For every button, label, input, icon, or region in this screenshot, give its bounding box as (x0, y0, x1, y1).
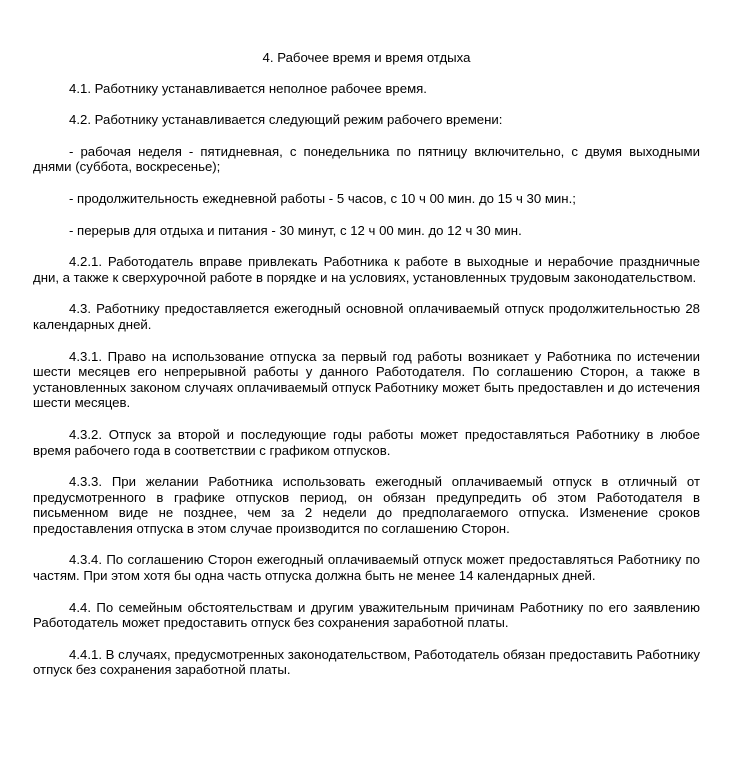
document-page (0, 50, 740, 758)
paragraph-work-duration: - продолжительность ежедневной работы - 5 часов, с 10 ч 00 мин. до 15 ч 30 мин.; (69, 190, 576, 206)
paragraph-4-3-2: 4.3.2. Отпуск за второй и последующие годы работы может предоставляться Работнику в любое время рабочего года в соответствии с графиком отпусков. (33, 426, 700, 458)
paragraph-4-4: 4.4. По семейным обстоятельствам и другим уважительным причинам Работнику по его заявлению Работодатель может предоставить отпуск без сохранения заработной платы. (33, 599, 700, 631)
paragraph-work-week: - рабочая неделя - пятидневная, с понедельника по пятницу включительно, с двумя выходными днями (суббота, воскресенье); (33, 143, 700, 175)
paragraph-4-3-3: 4.3.3. При желании Работника использовать ежегодный оплачиваемый отпуск в отличный от предусмотренного в графике отпусков период, он обязан предупредить об этом Работодателя в письменном виде не позднее, чем за 2 недели до предполагаемого отпуска. Изменение сроков предоставления отпуска в этом случае производится по соглашению Сторон. (33, 474, 700, 536)
paragraph-4-2-1: 4.2.1. Работодатель вправе привлекать Работника к работе в выходные и нерабочие праздничные дни, а также к сверхурочной работе в порядке и на условиях, установленных трудовым законодательством. (33, 254, 700, 285)
paragraph-4-3-1: 4.3.1. Право на использование отпуска за первый год работы возникает у Работника по истечении шести месяцев его непрерывной работы у данного Работодателя. По соглашению Сторон, а также в установленных законом случаях оплачиваемый отпуск Работнику может быть предоставлен и до истечения шести месяцев. (33, 348, 700, 411)
paragraph-4-2: 4.2. Работнику устанавливается следующий режим рабочего времени: (69, 112, 503, 128)
paragraph-4-3-4: 4.3.4. По соглашению Сторон ежегодный оплачиваемый отпуск может предоставляться Работнику по частям. При этом хотя бы одна часть отпуска должна быть не менее 14 календарных дней. (33, 552, 700, 584)
paragraph-break: - перерыв для отдыха и питания - 30 минут, с 12 ч 00 мин. до 12 ч 30 мин. (69, 222, 522, 238)
section-heading: 4. Рабочее время и время отдыха (262, 50, 471, 65)
paragraph-4-3: 4.3. Работнику предоставляется ежегодный основной оплачиваемый отпуск продолжительностью 28 календарных дней. (33, 301, 700, 332)
paragraph-4-4-1: 4.4.1. В случаях, предусмотренных законодательством, Работодатель обязан предоставить Работнику отпуск без сохранения заработной платы. (33, 646, 700, 678)
paragraph-4-1: 4.1. Работнику устанавливается неполное рабочее время. (69, 80, 427, 96)
